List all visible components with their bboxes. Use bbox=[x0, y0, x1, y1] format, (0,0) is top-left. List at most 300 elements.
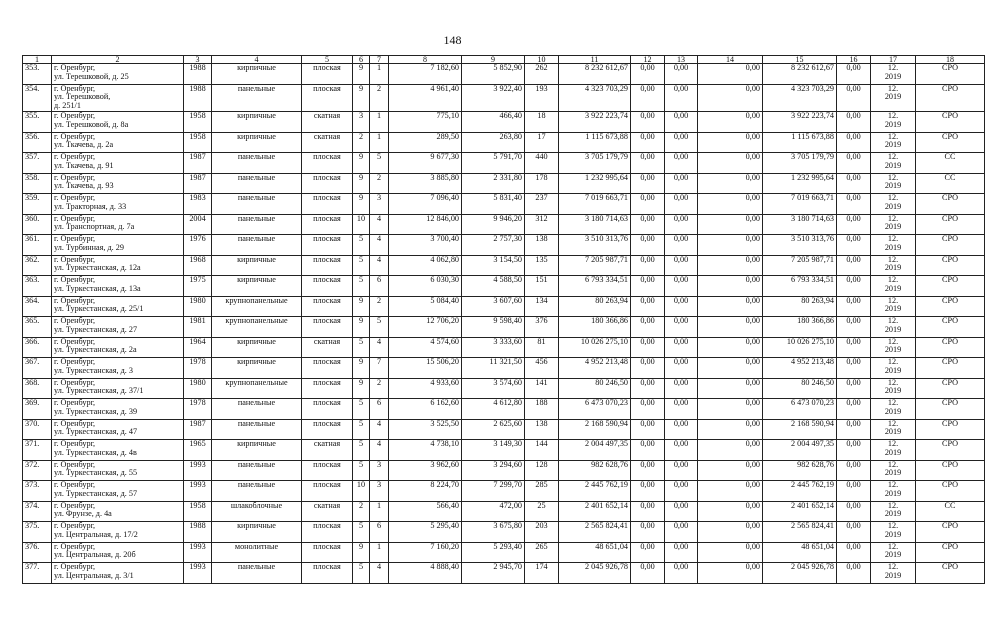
wall-material: крупнопанельные bbox=[212, 296, 302, 317]
entrances: 3 bbox=[370, 481, 389, 502]
table-row bbox=[23, 64, 985, 85]
cost-col-16: 0,00 bbox=[837, 460, 871, 481]
residents: 144 bbox=[525, 440, 559, 461]
table-row bbox=[23, 501, 985, 522]
year-built: 1968 bbox=[184, 255, 212, 276]
fund-method: СС bbox=[916, 153, 985, 174]
roof-type: плоская bbox=[302, 481, 353, 502]
total-cost: 6 473 070,23 bbox=[559, 399, 631, 420]
row-number: 367. bbox=[23, 358, 52, 379]
floors: 2 bbox=[353, 501, 370, 522]
address-line: ул. Туркестанская, д. 12а bbox=[54, 263, 141, 273]
planned-date bbox=[871, 296, 916, 317]
date-part: 2019 bbox=[884, 160, 902, 170]
cost-col-12: 0,00 bbox=[631, 542, 665, 563]
cost-col-15: 3 705 179,79 bbox=[763, 153, 837, 174]
wall-material: панельные bbox=[212, 399, 302, 420]
cost-col-15: 180 366,86 bbox=[763, 317, 837, 338]
page-number: 148 bbox=[443, 33, 462, 47]
year-built: 1993 bbox=[184, 563, 212, 584]
address-line: ул. Тракторная, д. 33 bbox=[54, 201, 127, 211]
entrances: 1 bbox=[370, 132, 389, 153]
table-row bbox=[23, 255, 985, 276]
total-area: 15 506,20 bbox=[389, 358, 462, 379]
total-cost: 3 922 223,74 bbox=[559, 112, 631, 133]
residents: 237 bbox=[525, 194, 559, 215]
planned-date bbox=[871, 460, 916, 481]
row-number: 360. bbox=[23, 214, 52, 235]
living-area: 7 299,70 bbox=[462, 481, 525, 502]
date-part: 12. bbox=[887, 152, 899, 162]
wall-material: панельные bbox=[212, 84, 302, 112]
total-cost: 3 705 179,79 bbox=[559, 153, 631, 174]
row-number: 373. bbox=[23, 481, 52, 502]
table-row bbox=[23, 132, 985, 153]
column-number: 10 bbox=[525, 56, 559, 64]
entrances: 5 bbox=[370, 317, 389, 338]
address-line: г. Оренбург, bbox=[54, 562, 96, 572]
cost-col-15: 1 232 995,64 bbox=[763, 173, 837, 194]
address-line: ул. Туркестанская, д. 39 bbox=[54, 406, 138, 416]
total-cost: 2 168 590,94 bbox=[559, 419, 631, 440]
cost-col-16: 0,00 bbox=[837, 522, 871, 543]
residents: 312 bbox=[525, 214, 559, 235]
entrances: 2 bbox=[370, 84, 389, 112]
planned-date bbox=[871, 173, 916, 194]
entrances: 1 bbox=[370, 64, 389, 85]
date-part: 12. bbox=[887, 193, 899, 203]
roof-type: плоская bbox=[302, 235, 353, 256]
floors: 9 bbox=[353, 153, 370, 174]
table-row bbox=[23, 378, 985, 399]
total-cost: 1 232 995,64 bbox=[559, 173, 631, 194]
total-cost: 7 019 663,71 bbox=[559, 194, 631, 215]
year-built: 1987 bbox=[184, 173, 212, 194]
address-line: г. Оренбург, bbox=[54, 83, 96, 93]
living-area: 2 331,80 bbox=[462, 173, 525, 194]
cost-col-16: 0,00 bbox=[837, 481, 871, 502]
cost-col-12: 0,00 bbox=[631, 317, 665, 338]
address-line: г. Оренбург, bbox=[54, 131, 96, 141]
address-line: г. Оренбург, bbox=[54, 172, 96, 182]
roof-type: плоская bbox=[302, 296, 353, 317]
wall-material: панельные bbox=[212, 173, 302, 194]
living-area: 3 607,60 bbox=[462, 296, 525, 317]
roof-type: плоская bbox=[302, 84, 353, 112]
wall-material: панельные bbox=[212, 460, 302, 481]
row-number: 375. bbox=[23, 522, 52, 543]
year-built: 1958 bbox=[184, 501, 212, 522]
column-number: 2 bbox=[52, 56, 184, 64]
total-area: 8 224,70 bbox=[389, 481, 462, 502]
address-line: ул. Туркестанская, д. 13а bbox=[54, 283, 141, 293]
column-number: 12 bbox=[631, 56, 665, 64]
table-row bbox=[23, 235, 985, 256]
total-area: 7 160,20 bbox=[389, 542, 462, 563]
date-part: 12. bbox=[887, 254, 899, 264]
address-line: ул. Туркестанская, д. 4в bbox=[54, 447, 137, 457]
floors: 5 bbox=[353, 563, 370, 584]
fund-method: СРО bbox=[916, 337, 985, 358]
residents: 128 bbox=[525, 460, 559, 481]
floors: 9 bbox=[353, 194, 370, 215]
cost-col-12: 0,00 bbox=[631, 296, 665, 317]
cost-col-12: 0,00 bbox=[631, 337, 665, 358]
year-built: 1978 bbox=[184, 358, 212, 379]
table-row bbox=[23, 173, 985, 194]
address-line: ул. Транспортная, д. 7а bbox=[54, 222, 135, 232]
cost-col-15: 982 628,76 bbox=[763, 460, 837, 481]
row-number: 354. bbox=[23, 84, 52, 112]
date-part: 12. bbox=[887, 275, 899, 285]
cost-col-14: 0,00 bbox=[698, 235, 763, 256]
date-part: 12. bbox=[887, 459, 899, 469]
living-area: 5 791,70 bbox=[462, 153, 525, 174]
row-number: 374. bbox=[23, 501, 52, 522]
address-line: ул. Туркестанская, д. 47 bbox=[54, 427, 138, 437]
year-built: 1964 bbox=[184, 337, 212, 358]
entrances: 4 bbox=[370, 235, 389, 256]
date-part: 2019 bbox=[884, 386, 902, 396]
date-part: 12. bbox=[887, 500, 899, 510]
roof-type: плоская bbox=[302, 522, 353, 543]
table-row bbox=[23, 399, 985, 420]
total-cost: 80 263,94 bbox=[559, 296, 631, 317]
table-row bbox=[23, 153, 985, 174]
wall-material: кирпичные bbox=[212, 276, 302, 297]
date-part: 2019 bbox=[884, 140, 902, 150]
cost-col-15: 2 004 497,35 bbox=[763, 440, 837, 461]
address bbox=[52, 501, 184, 522]
wall-material: кирпичные bbox=[212, 132, 302, 153]
row-number: 371. bbox=[23, 440, 52, 461]
table-row bbox=[23, 358, 985, 379]
table-row bbox=[23, 337, 985, 358]
address-line: ул. Туркестанская, д. 57 bbox=[54, 488, 138, 498]
total-area: 4 888,40 bbox=[389, 563, 462, 584]
total-area: 9 677,30 bbox=[389, 153, 462, 174]
roof-type: плоская bbox=[302, 419, 353, 440]
fund-method: СРО bbox=[916, 317, 985, 338]
cost-col-13: 0,00 bbox=[665, 255, 698, 276]
address bbox=[52, 64, 184, 85]
cost-col-14: 0,00 bbox=[698, 522, 763, 543]
total-cost: 2 565 824,41 bbox=[559, 522, 631, 543]
date-part: 2019 bbox=[884, 427, 902, 437]
wall-material: панельные bbox=[212, 153, 302, 174]
cost-col-15: 4 323 703,29 bbox=[763, 84, 837, 112]
wall-material: панельные bbox=[212, 481, 302, 502]
entrances: 2 bbox=[370, 378, 389, 399]
total-cost: 3 510 313,76 bbox=[559, 235, 631, 256]
cost-col-15: 80 263,94 bbox=[763, 296, 837, 317]
residents: 135 bbox=[525, 255, 559, 276]
address-line: г. Оренбург, bbox=[54, 234, 96, 244]
wall-material: кирпичные bbox=[212, 64, 302, 85]
date-part: 12. bbox=[887, 63, 899, 72]
fund-method: СРО bbox=[916, 481, 985, 502]
residents: 376 bbox=[525, 317, 559, 338]
row-number: 366. bbox=[23, 337, 52, 358]
cost-col-15: 2 565 824,41 bbox=[763, 522, 837, 543]
cost-col-13: 0,00 bbox=[665, 419, 698, 440]
planned-date bbox=[871, 563, 916, 584]
roof-type: плоская bbox=[302, 460, 353, 481]
cost-col-15: 3 510 313,76 bbox=[763, 235, 837, 256]
address bbox=[52, 132, 184, 153]
cost-col-15: 7 019 663,71 bbox=[763, 194, 837, 215]
living-area: 3 574,60 bbox=[462, 378, 525, 399]
address bbox=[52, 194, 184, 215]
total-cost: 1 115 673,88 bbox=[559, 132, 631, 153]
date-part: 2019 bbox=[884, 92, 902, 102]
cost-col-13: 0,00 bbox=[665, 460, 698, 481]
cost-col-16: 0,00 bbox=[837, 194, 871, 215]
cost-col-12: 0,00 bbox=[631, 563, 665, 584]
wall-material: крупнопанельные bbox=[212, 378, 302, 399]
year-built: 1958 bbox=[184, 112, 212, 133]
cost-col-13: 0,00 bbox=[665, 64, 698, 85]
planned-date bbox=[871, 317, 916, 338]
cost-col-12: 0,00 bbox=[631, 419, 665, 440]
date-part: 12. bbox=[887, 316, 899, 326]
total-cost: 80 246,50 bbox=[559, 378, 631, 399]
roof-type: плоская bbox=[302, 153, 353, 174]
cost-col-12: 0,00 bbox=[631, 235, 665, 256]
address bbox=[52, 358, 184, 379]
address bbox=[52, 440, 184, 461]
date-part: 2019 bbox=[884, 468, 902, 478]
residents: 134 bbox=[525, 296, 559, 317]
address-line: ул. Терешковой, bbox=[54, 92, 111, 102]
year-built: 1993 bbox=[184, 542, 212, 563]
total-area: 7 096,40 bbox=[389, 194, 462, 215]
date-part: 12. bbox=[887, 213, 899, 223]
cost-col-14: 0,00 bbox=[698, 214, 763, 235]
cost-col-14: 0,00 bbox=[698, 563, 763, 584]
cost-col-12: 0,00 bbox=[631, 112, 665, 133]
total-area: 12 706,20 bbox=[389, 317, 462, 338]
planned-date bbox=[871, 522, 916, 543]
fund-method: СРО bbox=[916, 255, 985, 276]
fund-method: СРО bbox=[916, 358, 985, 379]
date-part: 12. bbox=[887, 295, 899, 305]
cost-col-16: 0,00 bbox=[837, 153, 871, 174]
floors: 9 bbox=[353, 317, 370, 338]
year-built: 1958 bbox=[184, 132, 212, 153]
row-number: 362. bbox=[23, 255, 52, 276]
cost-col-12: 0,00 bbox=[631, 255, 665, 276]
living-area: 3 154,50 bbox=[462, 255, 525, 276]
cost-col-12: 0,00 bbox=[631, 460, 665, 481]
address-line: ул. Туркестанская, д. 25/1 bbox=[54, 304, 144, 314]
address bbox=[52, 542, 184, 563]
column-number: 1 bbox=[23, 56, 52, 64]
table-row bbox=[23, 296, 985, 317]
roof-type: плоская bbox=[302, 214, 353, 235]
cost-col-16: 0,00 bbox=[837, 337, 871, 358]
cost-col-15: 1 115 673,88 bbox=[763, 132, 837, 153]
fund-method: СРО bbox=[916, 440, 985, 461]
living-area: 472,00 bbox=[462, 501, 525, 522]
wall-material: кирпичные bbox=[212, 358, 302, 379]
year-built: 1965 bbox=[184, 440, 212, 461]
cost-col-12: 0,00 bbox=[631, 173, 665, 194]
wall-material: панельные bbox=[212, 235, 302, 256]
cost-col-12: 0,00 bbox=[631, 440, 665, 461]
column-number: 17 bbox=[871, 56, 916, 64]
cost-col-14: 0,00 bbox=[698, 337, 763, 358]
fund-method: СРО bbox=[916, 296, 985, 317]
column-number: 5 bbox=[302, 56, 353, 64]
cost-col-13: 0,00 bbox=[665, 378, 698, 399]
row-number: 357. bbox=[23, 153, 52, 174]
living-area: 5 293,40 bbox=[462, 542, 525, 563]
year-built: 2004 bbox=[184, 214, 212, 235]
living-area: 4 612,80 bbox=[462, 399, 525, 420]
cost-col-15: 6 473 070,23 bbox=[763, 399, 837, 420]
row-number: 364. bbox=[23, 296, 52, 317]
address-line: г. Оренбург, bbox=[54, 336, 96, 346]
date-part: 2019 bbox=[884, 509, 902, 519]
cost-col-13: 0,00 bbox=[665, 563, 698, 584]
cost-col-15: 2 168 590,94 bbox=[763, 419, 837, 440]
cost-col-16: 0,00 bbox=[837, 235, 871, 256]
roof-type: плоская bbox=[302, 378, 353, 399]
fund-method: СРО bbox=[916, 460, 985, 481]
date-part: 12. bbox=[887, 418, 899, 428]
cost-col-16: 0,00 bbox=[837, 317, 871, 338]
total-area: 4 738,10 bbox=[389, 440, 462, 461]
total-cost: 180 366,86 bbox=[559, 317, 631, 338]
fund-method: СРО bbox=[916, 419, 985, 440]
total-area: 6 030,30 bbox=[389, 276, 462, 297]
cost-col-15: 3 922 223,74 bbox=[763, 112, 837, 133]
total-cost: 4 952 213,48 bbox=[559, 358, 631, 379]
cost-col-14: 0,00 bbox=[698, 317, 763, 338]
address-line: ул. Туркестанская, д. 2а bbox=[54, 345, 137, 355]
date-part: 12. bbox=[887, 521, 899, 531]
roof-type: плоская bbox=[302, 276, 353, 297]
total-cost: 2 045 926,78 bbox=[559, 563, 631, 584]
planned-date bbox=[871, 501, 916, 522]
address-line: ул. Туркестанская, д. 27 bbox=[54, 324, 138, 334]
total-cost: 7 205 987,71 bbox=[559, 255, 631, 276]
address-line: г. Оренбург, bbox=[54, 541, 96, 551]
total-cost: 10 026 275,10 bbox=[559, 337, 631, 358]
date-part: 2019 bbox=[884, 119, 902, 129]
row-number: 358. bbox=[23, 173, 52, 194]
cost-col-15: 4 952 213,48 bbox=[763, 358, 837, 379]
address-line: ул. Фрунзе, д. 4а bbox=[54, 509, 112, 519]
floors: 5 bbox=[353, 460, 370, 481]
total-area: 3 700,40 bbox=[389, 235, 462, 256]
cost-col-14: 0,00 bbox=[698, 440, 763, 461]
total-area: 4 574,60 bbox=[389, 337, 462, 358]
fund-method: СРО bbox=[916, 522, 985, 543]
table-row bbox=[23, 481, 985, 502]
address-line: г. Оренбург, bbox=[54, 193, 96, 203]
date-part: 2019 bbox=[884, 324, 902, 334]
floors: 5 bbox=[353, 276, 370, 297]
address-line: ул. Ткачева, д. 2а bbox=[54, 140, 114, 150]
address-line: ул. Турбинная, д. 29 bbox=[54, 242, 124, 252]
wall-material: панельные bbox=[212, 194, 302, 215]
address bbox=[52, 112, 184, 133]
cost-col-13: 0,00 bbox=[665, 173, 698, 194]
wall-material: панельные bbox=[212, 419, 302, 440]
cost-col-13: 0,00 bbox=[665, 542, 698, 563]
cost-col-14: 0,00 bbox=[698, 460, 763, 481]
cost-col-16: 0,00 bbox=[837, 255, 871, 276]
roof-type: плоская bbox=[302, 255, 353, 276]
wall-material: крупнопанельные bbox=[212, 317, 302, 338]
planned-date bbox=[871, 132, 916, 153]
entrances: 2 bbox=[370, 296, 389, 317]
cost-col-13: 0,00 bbox=[665, 501, 698, 522]
total-cost: 6 793 334,51 bbox=[559, 276, 631, 297]
date-part: 2019 bbox=[884, 529, 902, 539]
address-line: ул. Туркестанская, д. 55 bbox=[54, 468, 138, 478]
roof-type: скатная bbox=[302, 337, 353, 358]
fund-method: СРО bbox=[916, 399, 985, 420]
residents: 138 bbox=[525, 419, 559, 440]
cost-col-16: 0,00 bbox=[837, 378, 871, 399]
date-part: 12. bbox=[887, 131, 899, 141]
living-area: 9 598,40 bbox=[462, 317, 525, 338]
table-row bbox=[23, 317, 985, 338]
cost-col-15: 48 651,04 bbox=[763, 542, 837, 563]
cost-col-15: 2 401 652,14 bbox=[763, 501, 837, 522]
cost-col-13: 0,00 bbox=[665, 296, 698, 317]
address-line: г. Оренбург, bbox=[54, 152, 96, 162]
fund-method: СРО bbox=[916, 276, 985, 297]
year-built: 1975 bbox=[184, 276, 212, 297]
entrances: 4 bbox=[370, 563, 389, 584]
date-part: 2019 bbox=[884, 550, 902, 560]
date-part: 12. bbox=[887, 562, 899, 572]
cost-col-13: 0,00 bbox=[665, 522, 698, 543]
cost-col-14: 0,00 bbox=[698, 64, 763, 85]
fund-method: СРО bbox=[916, 64, 985, 85]
cost-col-13: 0,00 bbox=[665, 399, 698, 420]
year-built: 1988 bbox=[184, 84, 212, 112]
address-line: ул. Ткачева, д. 93 bbox=[54, 181, 114, 191]
column-number: 14 bbox=[698, 56, 763, 64]
living-area: 3 922,40 bbox=[462, 84, 525, 112]
column-number: 16 bbox=[837, 56, 871, 64]
cost-col-14: 0,00 bbox=[698, 542, 763, 563]
address-line: ул. Ткачева, д. 91 bbox=[54, 160, 114, 170]
residents: 138 bbox=[525, 235, 559, 256]
cost-col-12: 0,00 bbox=[631, 481, 665, 502]
entrances: 5 bbox=[370, 153, 389, 174]
roof-type: плоская bbox=[302, 542, 353, 563]
total-cost: 4 323 703,29 bbox=[559, 84, 631, 112]
planned-date bbox=[871, 235, 916, 256]
year-built: 1987 bbox=[184, 419, 212, 440]
column-number: 18 bbox=[916, 56, 985, 64]
floors: 5 bbox=[353, 419, 370, 440]
living-area: 3 333,60 bbox=[462, 337, 525, 358]
total-area: 12 846,00 bbox=[389, 214, 462, 235]
floors: 5 bbox=[353, 440, 370, 461]
column-number: 11 bbox=[559, 56, 631, 64]
date-part: 2019 bbox=[884, 283, 902, 293]
fund-method: СРО bbox=[916, 214, 985, 235]
cost-col-12: 0,00 bbox=[631, 522, 665, 543]
cost-col-13: 0,00 bbox=[665, 214, 698, 235]
